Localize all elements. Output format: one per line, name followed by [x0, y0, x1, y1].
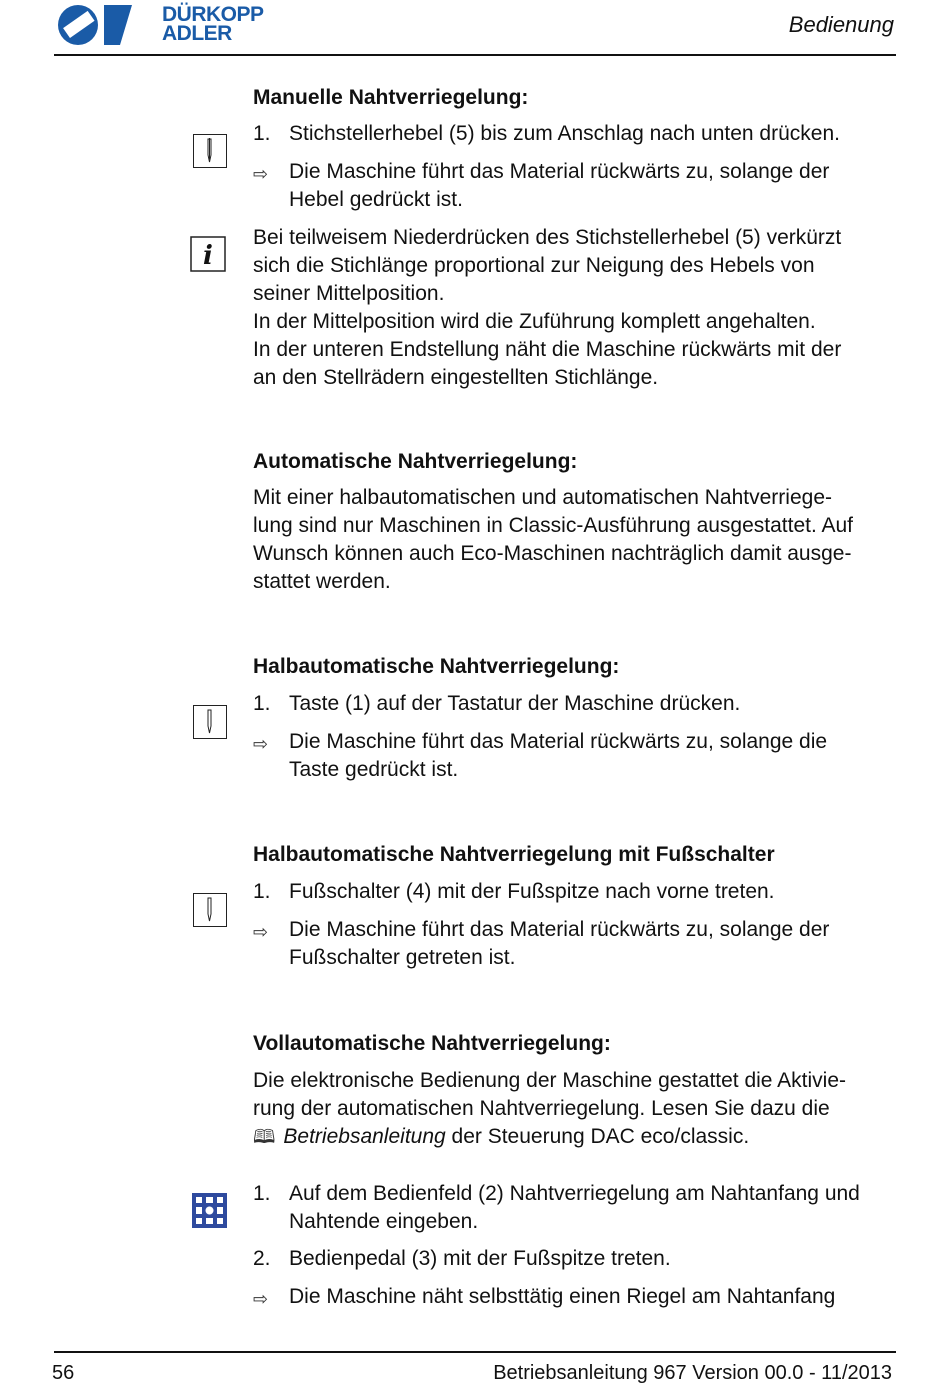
page-number: 56: [52, 1362, 75, 1384]
info-line: an den Stellrädern eingestellten Stichlänge.: [253, 366, 659, 389]
info-line: In der unteren Endstellung näht die Maschine rückwärts mit der: [253, 338, 842, 361]
step-text: Auf dem Bedienfeld (2) Nahtverriegelung am Nahtanfang und: [289, 1182, 860, 1205]
section-title-semi: Halbautomatische Nahtverriegelung:: [253, 655, 620, 678]
result-line: Fußschalter getreten ist.: [289, 946, 516, 969]
step-number: 1.: [253, 1182, 271, 1205]
step-text: Nahtende eingeben.: [289, 1210, 479, 1233]
result-arrow-icon: ⇨: [253, 164, 269, 184]
reference-link[interactable]: Betriebsanleitung: [283, 1125, 446, 1148]
result-arrow-icon: ⇨: [253, 922, 269, 942]
info-paragraph: [253, 224, 903, 392]
section-title-semi-foot: Halbautomatische Nahtverriegelung mit Fußschalter: [253, 843, 775, 866]
brand-line-2: ADLER: [162, 22, 232, 45]
step-number: 1.: [253, 692, 271, 715]
result-item: [253, 158, 903, 214]
result-line: Die Maschine näht selbsttätig einen Riegel am Nahtanfang: [289, 1285, 836, 1308]
info-line: In der Mittelposition wird die Zuführung komplett angehalten.: [253, 310, 816, 333]
brand-line-1: DÜRKOPP: [162, 3, 264, 26]
result-item: [253, 916, 903, 972]
result-line: Die Maschine führt das Material rückwärts zu, solange der: [289, 918, 830, 941]
header-divider: [54, 54, 896, 56]
step-text: Fußschalter (4) mit der Fußspitze nach vorne treten.: [289, 880, 775, 903]
paragraph-line: rung der automatischen Nahtverriegelung. Lesen Sie dazu die: [253, 1097, 830, 1120]
step-text: Bedienpedal (3) mit der Fußspitze treten.: [289, 1247, 671, 1270]
result-line: Taste gedrückt ist.: [289, 758, 459, 781]
document-reference: Betriebsanleitung 967 Version 00.0 - 11/2013: [493, 1362, 892, 1384]
info-line: Bei teilweisem Niederdrücken des Stichstellerhebel (5) verkürzt: [253, 226, 842, 249]
svg-text:i: i: [203, 241, 213, 271]
step-text: Stichstellerhebel (5) bis zum Anschlag nach unten drücken.: [289, 122, 840, 145]
handling-step-icon: [193, 134, 227, 168]
section-title-manual: Manuelle Nahtverriegelung:: [253, 86, 529, 109]
paragraph-line: Mit einer halbautomatischen und automatischen Nahtverriege-: [253, 486, 832, 509]
full-paragraph: [253, 1067, 903, 1152]
result-line: Die Maschine führt das Material rückwärts zu, solange die: [289, 730, 828, 753]
paragraph-line: Die elektronische Bedienung der Maschine gestattet die Aktivie-: [253, 1069, 847, 1092]
paragraph-line: stattet werden.: [253, 570, 391, 593]
step-number: 1.: [253, 122, 271, 145]
info-icon: [190, 236, 226, 272]
control-panel-icon: [192, 1193, 227, 1228]
result-line: Hebel gedrückt ist.: [289, 188, 463, 211]
logo-mark-icon: [54, 3, 154, 47]
book-icon: 🕮: [253, 1127, 276, 1148]
info-line: seiner Mittelposition.: [253, 282, 445, 305]
step-number: 1.: [253, 880, 271, 903]
step-number: 2.: [253, 1247, 271, 1270]
paragraph-line: Wunsch können auch Eco-Maschinen nachträglich damit ausge-: [253, 542, 852, 565]
paragraph-line: lung sind nur Maschinen in Classic-Ausführung ausgestattet. Auf: [253, 514, 854, 537]
handling-step-icon: [193, 893, 227, 927]
result-line: Die Maschine führt das Material rückwärts zu, solange der: [289, 160, 830, 183]
section-title-automatic: Automatische Nahtverriegelung:: [253, 450, 578, 473]
info-line: sich die Stichlänge proportional zur Neigung des Hebels von: [253, 254, 815, 277]
result-item: [253, 728, 903, 784]
footer-divider: [54, 1351, 896, 1353]
header-section-title: Bedienung: [788, 12, 894, 37]
section-title-full: Vollautomatische Nahtverriegelung:: [253, 1032, 611, 1055]
step-item: [253, 1180, 903, 1236]
result-arrow-icon: ⇨: [253, 734, 269, 754]
duerkopp-adler-logo: [54, 3, 264, 47]
step-text: Taste (1) auf der Tastatur der Maschine drücken.: [289, 692, 741, 715]
automatic-paragraph: [253, 484, 903, 596]
reference-line: [253, 1123, 903, 1152]
result-arrow-icon: ⇨: [253, 1289, 269, 1309]
page-header: [0, 0, 950, 58]
reference-rest: der Steuerung DAC eco/classic.: [445, 1125, 750, 1148]
handling-step-icon: [193, 705, 227, 739]
